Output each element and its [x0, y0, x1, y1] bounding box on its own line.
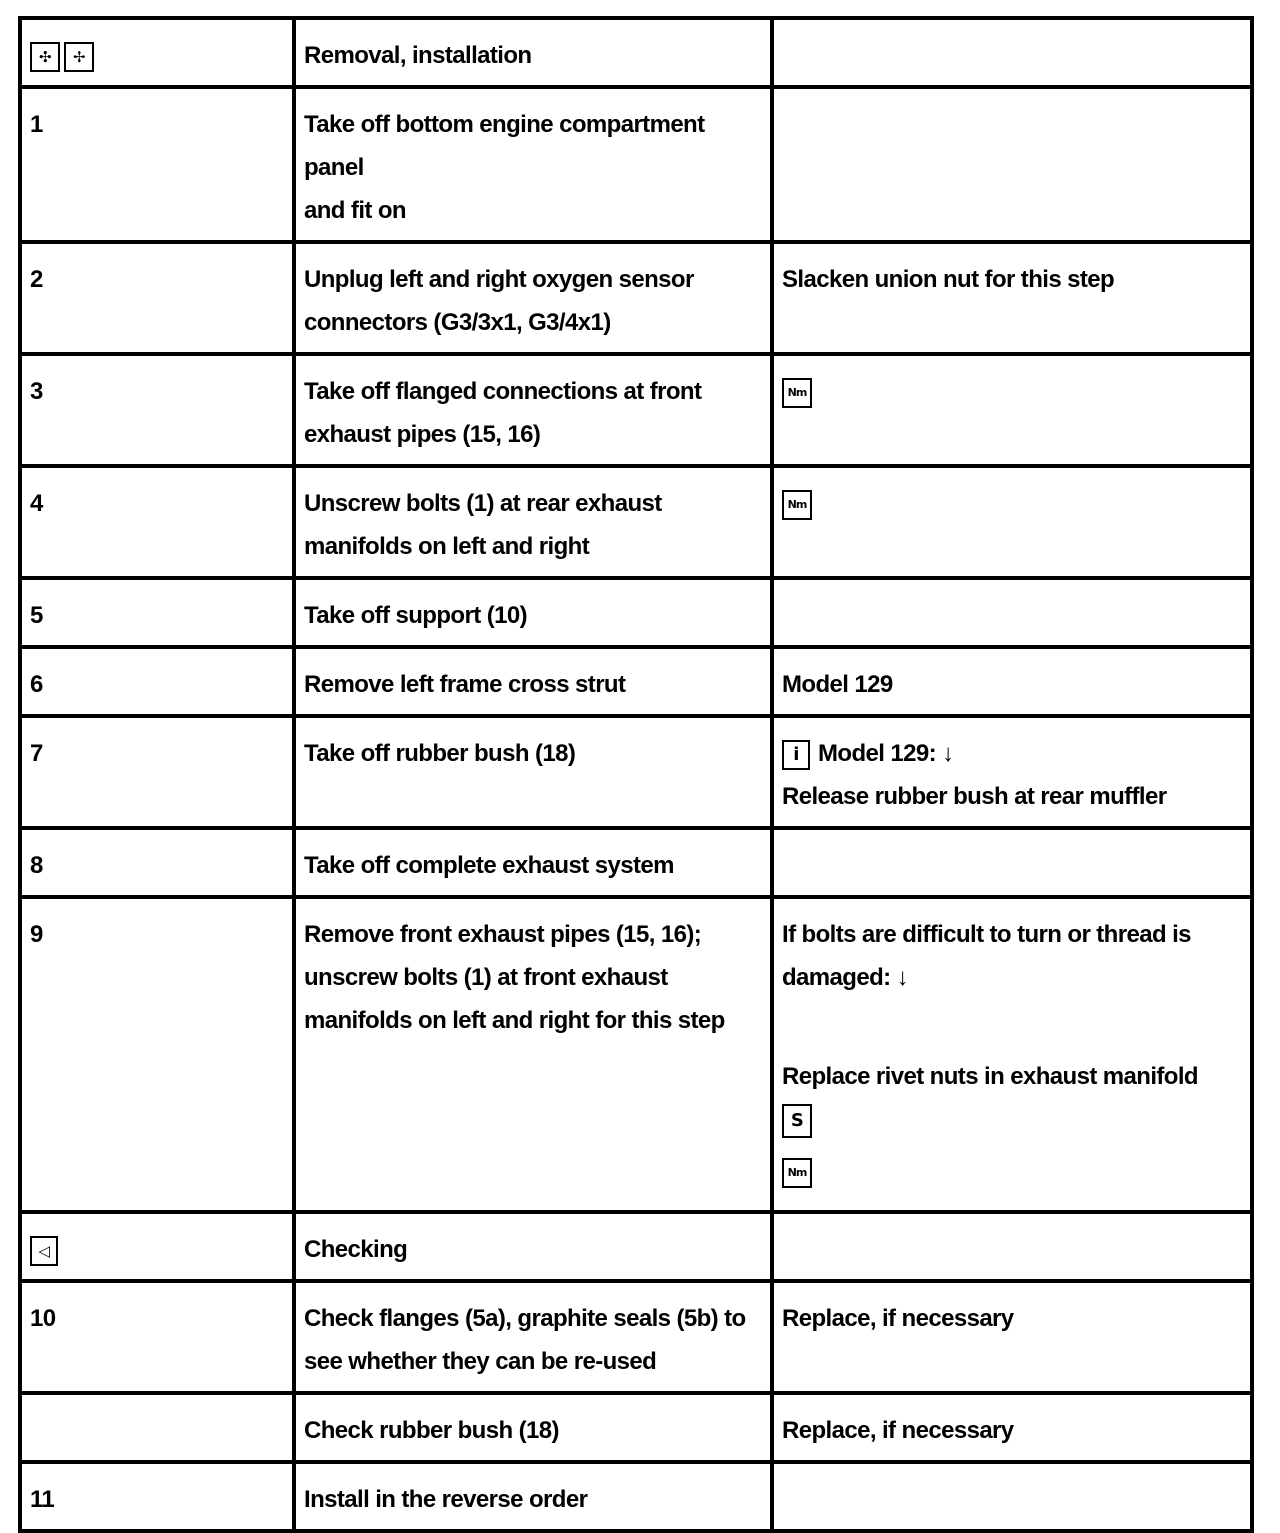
step-number: 8 [20, 828, 294, 897]
step-note [772, 1462, 1252, 1531]
step-note: Replace, if necessary [772, 1281, 1252, 1393]
step-note [772, 828, 1252, 897]
step-number: 3 [20, 354, 294, 466]
step-action: Take off flanged connections at front exhaust pipes (15, 16) [294, 354, 772, 466]
step-action: Take off bottom engine compartment panel and fit on [294, 87, 772, 242]
engine-install-icon: ✢ [64, 42, 94, 72]
step-number: 9 [20, 897, 294, 1212]
step-number: 10 [20, 1281, 294, 1393]
step-number: 1 [20, 87, 294, 242]
step-note: If bolts are difficult to turn or thread is damaged: ↓ Replace rivet nuts in exhaust manifold S Nm [772, 897, 1252, 1212]
section-title: Removal, installation [304, 42, 532, 69]
step-number: 5 [20, 578, 294, 647]
step-number: 6 [20, 647, 294, 716]
header-icons-cell [20, 1212, 294, 1281]
table-row [20, 87, 1252, 242]
table-row [20, 1393, 1252, 1462]
step-number: 7 [20, 716, 294, 828]
info-icon: i [782, 740, 810, 770]
header-title-cell [294, 1212, 772, 1281]
table-row [20, 1462, 1252, 1531]
step-note [772, 578, 1252, 647]
table-row [20, 647, 1252, 716]
step-action: Check flanges (5a), graphite seals (5b) to see whether they can be re-used [294, 1281, 772, 1393]
torque-nm-icon: Nm [782, 1158, 812, 1188]
step-note: i Model 129: ↓ Release rubber bush at rear muffler [772, 716, 1252, 828]
section-title: Checking [304, 1236, 408, 1263]
step-note [772, 466, 1252, 578]
checking-icon: ◁ [30, 1236, 58, 1266]
step-action: Remove left frame cross strut [294, 647, 772, 716]
procedure-table [18, 16, 1254, 1533]
step-note [772, 87, 1252, 242]
step-action: Take off rubber bush (18) [294, 716, 772, 828]
header-title-cell [294, 18, 772, 87]
header-icons-cell [20, 18, 294, 87]
section-header-checking [20, 1212, 1252, 1281]
step-note: Replace, if necessary [772, 1393, 1252, 1462]
step-note: Slacken union nut for this step [772, 242, 1252, 354]
table-row [20, 716, 1252, 828]
table-row [20, 354, 1252, 466]
step-action: Remove front exhaust pipes (15, 16); unscrew bolts (1) at front exhaust manifolds on left and right for this step [294, 897, 772, 1212]
step-action: Unscrew bolts (1) at rear exhaust manifolds on left and right [294, 466, 772, 578]
step-number [20, 1393, 294, 1462]
header-note-cell [772, 1212, 1252, 1281]
table-row [20, 242, 1252, 354]
step-number: 4 [20, 466, 294, 578]
step-action: Take off support (10) [294, 578, 772, 647]
step-action: Take off complete exhaust system [294, 828, 772, 897]
section-header-removal-installation [20, 18, 1252, 87]
step-number: 2 [20, 242, 294, 354]
step-note [772, 354, 1252, 466]
step-action: Unplug left and right oxygen sensor connectors (G3/3x1, G3/4x1) [294, 242, 772, 354]
torque-nm-icon: Nm [782, 490, 812, 520]
table-row [20, 466, 1252, 578]
step-action: Check rubber bush (18) [294, 1393, 772, 1462]
engine-removal-icon: ✣ [30, 42, 60, 72]
special-tool-icon: S [782, 1104, 812, 1138]
header-note-cell [772, 18, 1252, 87]
step-number: 11 [20, 1462, 294, 1531]
table-row [20, 897, 1252, 1212]
step-action: Install in the reverse order [294, 1462, 772, 1531]
step-note: Model 129 [772, 647, 1252, 716]
table-row [20, 1281, 1252, 1393]
table-row [20, 578, 1252, 647]
torque-nm-icon: Nm [782, 378, 812, 408]
table-row [20, 828, 1252, 897]
